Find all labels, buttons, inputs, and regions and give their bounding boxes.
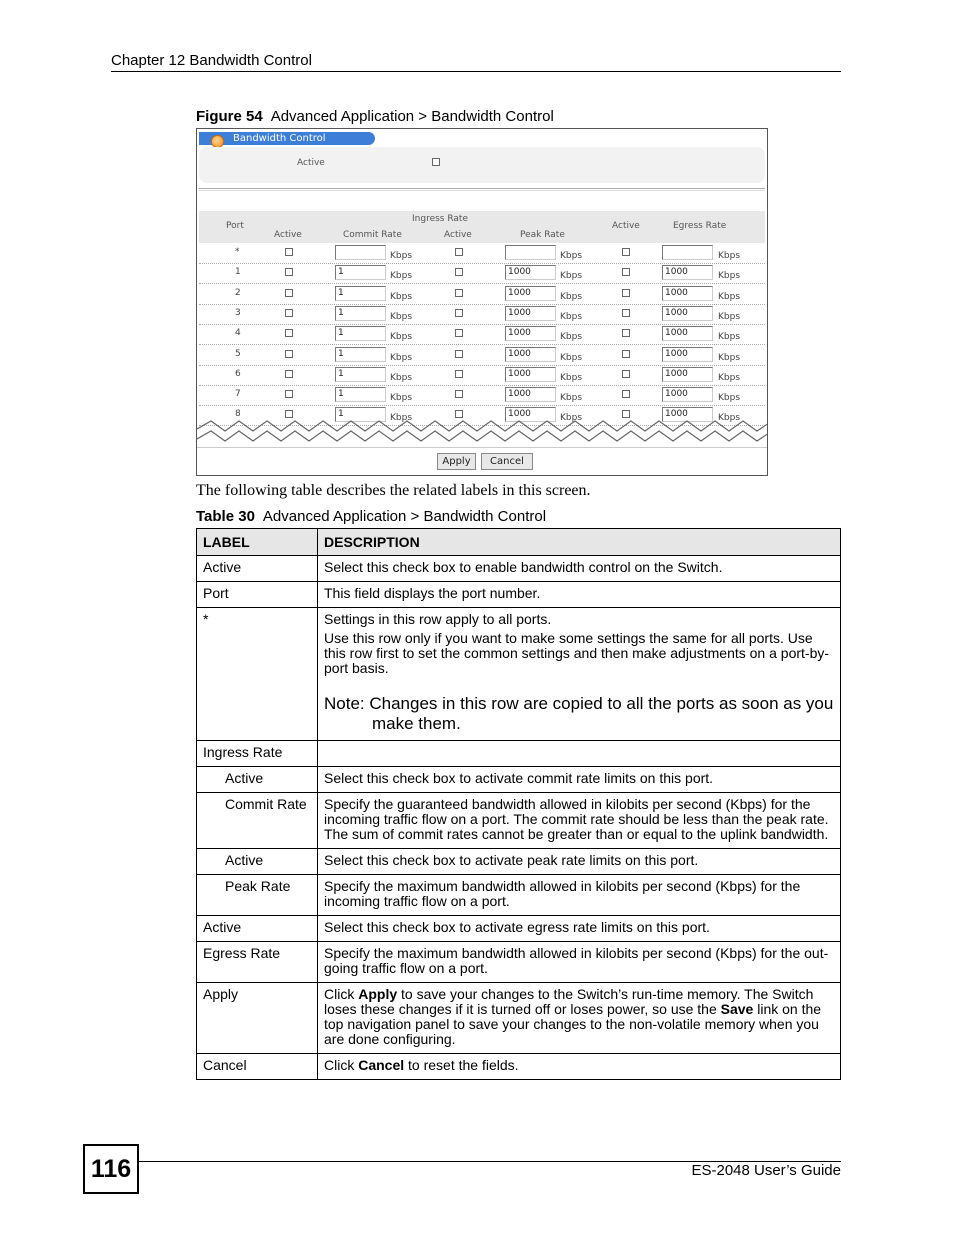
ingress-active-checkbox[interactable] xyxy=(285,268,293,276)
egress-active-checkbox[interactable] xyxy=(622,248,630,256)
unit-label: Kbps xyxy=(718,353,741,363)
peak-rate-input[interactable]: 1000 xyxy=(505,265,556,280)
desc-line: Use this row only if you want to make some settings the same for all ports. Use this row first to set the common settings and then make adjustments on a port-by-port basis. xyxy=(324,630,830,676)
peak-rate-input[interactable] xyxy=(505,245,556,260)
note-text: Note: Changes in this row are copied to all the ports as soon as you make them. xyxy=(324,694,834,733)
row-divider xyxy=(199,283,765,284)
unit-label: Kbps xyxy=(390,292,413,302)
unit-label: Kbps xyxy=(390,332,413,342)
active-label: Active xyxy=(297,158,325,168)
egress-active-checkbox[interactable] xyxy=(622,309,630,317)
peak-active-checkbox[interactable] xyxy=(455,329,463,337)
col-peak-rate: Peak Rate xyxy=(520,230,565,240)
row-description: Select this check box to activate egress rate limits on this port. xyxy=(318,916,841,942)
ingress-active-checkbox[interactable] xyxy=(285,329,293,337)
col-ingress-active: Active xyxy=(274,230,302,240)
screen-title-bar xyxy=(199,132,375,145)
desc-fragment: to reset the fields. xyxy=(404,1057,519,1073)
unit-label: Kbps xyxy=(390,353,413,363)
unit-label: Kbps xyxy=(560,312,583,322)
commit-rate-input[interactable]: 1 xyxy=(335,387,386,402)
ingress-active-checkbox[interactable] xyxy=(285,309,293,317)
unit-label: Kbps xyxy=(390,393,413,403)
commit-rate-input[interactable]: 1 xyxy=(335,326,386,341)
port-number: 6 xyxy=(235,369,241,379)
row-label: Active xyxy=(197,556,318,582)
unit-label: Kbps xyxy=(560,413,583,423)
header-label: LABEL xyxy=(197,529,318,556)
table-caption xyxy=(196,508,546,525)
peak-active-checkbox[interactable] xyxy=(455,268,463,276)
table-row xyxy=(197,767,841,793)
col-ingress-rate: Ingress Rate xyxy=(412,214,468,224)
ingress-active-checkbox[interactable] xyxy=(285,370,293,378)
egress-active-checkbox[interactable] xyxy=(622,329,630,337)
figure-label: Figure 54 xyxy=(196,108,263,125)
row-label: Peak Rate xyxy=(197,875,318,916)
peak-rate-input[interactable]: 1000 xyxy=(505,326,556,341)
unit-label: Kbps xyxy=(718,332,741,342)
row-description xyxy=(318,1054,841,1080)
egress-rate-input[interactable]: 1000 xyxy=(662,367,713,382)
desc-fragment: Click xyxy=(324,1057,359,1073)
row-label: Cancel xyxy=(197,1054,318,1080)
active-checkbox[interactable] xyxy=(432,158,440,166)
commit-rate-input[interactable]: 1 xyxy=(335,265,386,280)
desc-fragment: link on the top navigation panel to save your changes to the non-volatile memory when you are done configuring. xyxy=(324,1001,822,1047)
peak-rate-input[interactable]: 1000 xyxy=(505,286,556,301)
table-row xyxy=(197,582,841,608)
commit-rate-input[interactable]: 1 xyxy=(335,347,386,362)
table-row xyxy=(197,1054,841,1080)
unit-label: Kbps xyxy=(390,413,413,423)
port-number: * xyxy=(235,247,240,257)
unit-label: Kbps xyxy=(718,312,741,322)
page-number: 116 xyxy=(83,1144,139,1194)
desc-line: Settings in this row apply to all ports. xyxy=(324,611,552,627)
table-row xyxy=(197,793,841,849)
table-row xyxy=(197,916,841,942)
desc-bold: Save xyxy=(720,1001,754,1017)
desc-fragment: Click xyxy=(324,986,359,1002)
commit-rate-input[interactable]: 1 xyxy=(335,407,386,422)
desc-bold: Apply xyxy=(358,986,398,1002)
peak-active-checkbox[interactable] xyxy=(455,370,463,378)
unit-label: Kbps xyxy=(390,312,413,322)
row-divider xyxy=(199,344,765,345)
table-row xyxy=(197,608,841,741)
row-label: * xyxy=(197,608,318,741)
egress-rate-input[interactable]: 1000 xyxy=(662,306,713,321)
figure-title: Advanced Application > Bandwidth Control xyxy=(270,108,554,125)
port-number: 3 xyxy=(235,308,241,318)
unit-label: Kbps xyxy=(560,373,583,383)
peak-rate-input[interactable]: 1000 xyxy=(505,367,556,382)
egress-active-checkbox[interactable] xyxy=(622,350,630,358)
col-commit-rate: Commit Rate xyxy=(343,230,402,240)
unit-label: Kbps xyxy=(718,292,741,302)
table-row xyxy=(197,849,841,875)
screen-title: Bandwidth Control xyxy=(233,133,326,144)
guide-title: ES-2048 User’s Guide xyxy=(691,1162,841,1179)
row-divider xyxy=(199,405,765,406)
port-number: 5 xyxy=(235,349,241,359)
unit-label: Kbps xyxy=(718,413,741,423)
row-label: Port xyxy=(197,582,318,608)
row-description: Select this check box to enable bandwidth control on the Switch. xyxy=(318,556,841,582)
desc-bold: Cancel xyxy=(358,1057,405,1073)
port-number: 7 xyxy=(235,389,241,399)
row-description: Specify the maximum bandwidth allowed in kilobits per second (Kbps) for the incoming traffic flow on a port. xyxy=(318,875,841,916)
peak-rate-input[interactable]: 1000 xyxy=(505,407,556,422)
egress-active-checkbox[interactable] xyxy=(622,370,630,378)
egress-rate-input[interactable]: 1000 xyxy=(662,326,713,341)
row-description: Specify the guaranteed bandwidth allowed in kilobits per second (Kbps) for the incoming traffic flow on a port. The commit rate should be less than the peak rate. The sum of commit rates cannot be greater than or equal to the uplink bandwidth. xyxy=(318,793,841,849)
table-header-row xyxy=(197,529,841,556)
unit-label: Kbps xyxy=(390,251,413,261)
unit-label: Kbps xyxy=(390,271,413,281)
egress-rate-input[interactable]: 1000 xyxy=(662,407,713,422)
row-divider xyxy=(199,263,765,264)
egress-rate-input[interactable]: 1000 xyxy=(662,265,713,280)
table-row xyxy=(197,942,841,983)
commit-rate-input[interactable] xyxy=(335,245,386,260)
commit-rate-input[interactable]: 1 xyxy=(335,367,386,382)
row-divider xyxy=(199,304,765,305)
peak-active-checkbox[interactable] xyxy=(455,309,463,317)
table-row xyxy=(197,875,841,916)
egress-rate-input[interactable] xyxy=(662,245,713,260)
unit-label: Kbps xyxy=(560,353,583,363)
intro-text: The following table describes the related labels in this screen. xyxy=(196,482,591,499)
ingress-active-checkbox[interactable] xyxy=(285,350,293,358)
commit-rate-input[interactable]: 1 xyxy=(335,286,386,301)
cancel-button[interactable]: Cancel xyxy=(481,453,533,470)
col-egress-active: Active xyxy=(612,221,640,231)
row-label: Commit Rate xyxy=(197,793,318,849)
row-description xyxy=(318,741,841,767)
row-label: Active xyxy=(197,849,318,875)
row-description: Specify the maximum bandwidth allowed in kilobits per second (Kbps) for the out-going traffic flow on a port. xyxy=(318,942,841,983)
unit-label: Kbps xyxy=(718,393,741,403)
active-band xyxy=(199,147,765,183)
ingress-active-checkbox[interactable] xyxy=(285,289,293,297)
unit-label: Kbps xyxy=(560,393,583,403)
col-peak-active: Active xyxy=(444,230,472,240)
unit-label: Kbps xyxy=(560,292,583,302)
torn-edge-zigzag xyxy=(197,417,768,447)
screenshot-panel xyxy=(196,128,768,476)
peak-active-checkbox[interactable] xyxy=(455,289,463,297)
row-label: Active xyxy=(197,916,318,942)
port-number: 8 xyxy=(235,409,241,419)
figure-caption xyxy=(196,108,554,125)
desc-fragment: to save your changes to the Switch’s run-time memory. The Switch loses these changes if it is turned off or loses power, so use the xyxy=(324,986,814,1017)
unit-label: Kbps xyxy=(718,271,741,281)
commit-rate-input[interactable]: 1 xyxy=(335,306,386,321)
egress-active-checkbox[interactable] xyxy=(622,390,630,398)
peak-active-checkbox[interactable] xyxy=(455,248,463,256)
egress-rate-input[interactable]: 1000 xyxy=(662,387,713,402)
row-divider xyxy=(199,365,765,366)
row-label: Active xyxy=(197,767,318,793)
peak-rate-input[interactable]: 1000 xyxy=(505,347,556,362)
col-port: Port xyxy=(226,221,244,231)
row-label: Apply xyxy=(197,983,318,1054)
ingress-active-checkbox[interactable] xyxy=(285,248,293,256)
table-row xyxy=(197,741,841,767)
peak-rate-input[interactable]: 1000 xyxy=(505,306,556,321)
egress-active-checkbox[interactable] xyxy=(622,289,630,297)
divider xyxy=(199,188,765,189)
port-number: 1 xyxy=(235,267,241,277)
apply-button[interactable]: Apply xyxy=(437,453,476,470)
peak-active-checkbox[interactable] xyxy=(455,390,463,398)
header-rule xyxy=(111,71,841,72)
label-description-table xyxy=(196,528,841,1080)
row-description xyxy=(318,608,841,741)
unit-label: Kbps xyxy=(390,373,413,383)
unit-label: Kbps xyxy=(560,332,583,342)
header-description: DESCRIPTION xyxy=(318,529,841,556)
port-number: 4 xyxy=(235,328,241,338)
chapter-header: Chapter 12 Bandwidth Control xyxy=(111,52,312,69)
divider-shadow xyxy=(199,190,765,191)
row-label: Ingress Rate xyxy=(197,741,318,767)
egress-active-checkbox[interactable] xyxy=(622,268,630,276)
row-description: Select this check box to activate commit rate limits on this port. xyxy=(318,767,841,793)
unit-label: Kbps xyxy=(718,251,741,261)
egress-rate-input[interactable]: 1000 xyxy=(662,347,713,362)
row-divider xyxy=(199,324,765,325)
row-description: Select this check box to activate peak rate limits on this port. xyxy=(318,849,841,875)
unit-label: Kbps xyxy=(718,373,741,383)
col-egress-rate: Egress Rate xyxy=(673,221,727,231)
peak-rate-input[interactable]: 1000 xyxy=(505,387,556,402)
button-divider xyxy=(197,447,768,448)
port-number: 2 xyxy=(235,288,241,298)
table-row xyxy=(197,983,841,1054)
row-label: Egress Rate xyxy=(197,942,318,983)
egress-rate-input[interactable]: 1000 xyxy=(662,286,713,301)
table-label: Table 30 xyxy=(196,508,255,525)
table-row xyxy=(197,556,841,582)
peak-active-checkbox[interactable] xyxy=(455,350,463,358)
row-description xyxy=(318,983,841,1054)
ingress-active-checkbox[interactable] xyxy=(285,390,293,398)
table-title: Advanced Application > Bandwidth Control xyxy=(262,508,547,525)
row-divider xyxy=(199,385,765,386)
unit-label: Kbps xyxy=(560,271,583,281)
unit-label: Kbps xyxy=(560,251,583,261)
row-description: This field displays the port number. xyxy=(318,582,841,608)
